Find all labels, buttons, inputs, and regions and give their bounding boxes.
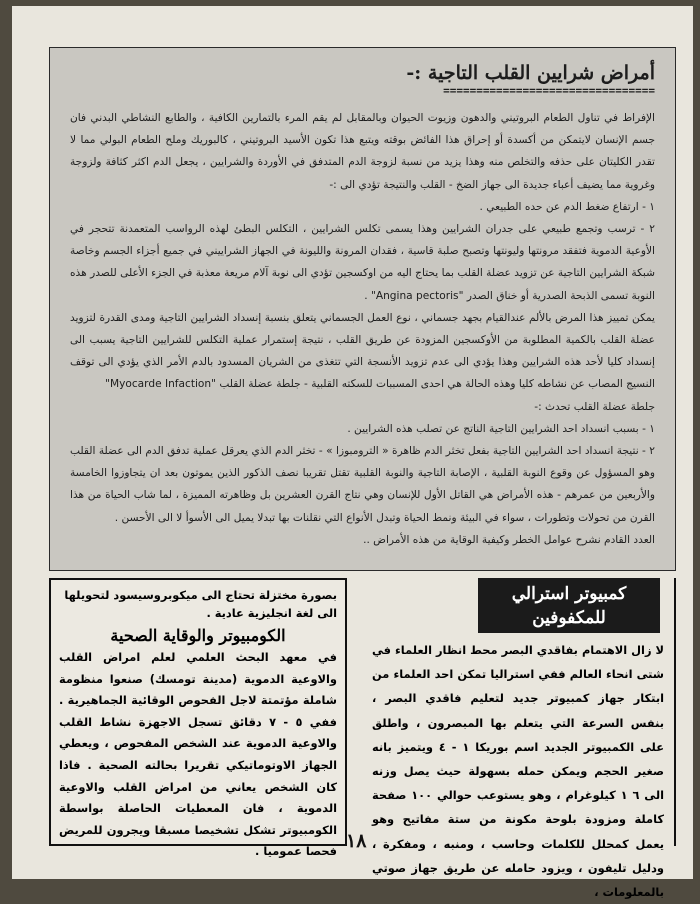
medical-computer-column: [49, 578, 347, 859]
blind-computer-column: [360, 578, 676, 900]
article-paragraph: الإفراط في تناول الطعام البروتيني والدهون وزيوت الحيوان وبالمقابل لم يقم المرء بالتمارين الكافية ، والطابع النشاطي البدني فان جسم الإنسان لايتمكن من أكسدة أو إحراق هذا الفائض بوقته ويتبع هذا تكون الأسيد البروتيني ، كالبوريك وملح الطعام البولي مما لا تقدر الكليتان على حذفه والتخلص منه وهذا يزيد من نسبة لزوجة الدم المتدفق في الأوردة والشرايين ، يجعل الدم اكثر كثافة ولزوجة وغروية مما يضيف أعباء جديدة الى جهاز الضخ - القلب والنتيجة تؤدي الى :-: [70, 112, 655, 191]
column-intro: بصورة مختزلة تحتاج الى ميكوبروسيسود لتحويلها الى لغة انجليزية عادية .: [64, 588, 337, 620]
article-paragraph: ١ - بسبب انسداد احد الشرايين التاجية الناتج عن تصلب هذه الشرايين .: [347, 422, 655, 435]
article-paragraph: العدد القادم نشرح عوامل الخطر وكيفية الوقاية من هذه الأمراض ..: [363, 533, 655, 546]
column-body: لا زال الاهتمام بفاقدي البصر محط انظار العلماء في شتى انحاء العالم ففي استراليا تمكن احد العلماء من ابتكار جهاز كمبيوتر جديد لتعليم فاقدي البصر ، بنفس السرعة التي يتعلم بها المبصرون ، واطلق على الكمبيوتر الجديد اسم بوريكا ١ - ٤ ويتميز بانه صغير الحجم ويمكن حمله بسهولة حيث يصل وزنه الى ٦ ١ كيلوغرام ، وهو يستوعب حوالي ١٠٠ صفحة كاملة ومزودة بلوحة مكونة من ستة مفاتيح وهو يعمل كمحلل للكلمات وحاسب ، ومنبه ، ومفكرة ، ودليل تليفون ، ويزود حامله عن طريق جهاز صوتي بالمعلومات ،: [372, 643, 665, 900]
article-coronary-disease: [49, 47, 676, 571]
column-body: في معهد البحث العلمي لعلم امراض القلب والاوعية الدموية (مدينة تومسك) صنعوا منظومة شاملة مؤتمتة لاجل الفحوص الوقائية الجماهيرية . ففي ٥ - ٧ دقائق تسجل الاجهزة نشاط القلب والاوعية الدموية عند الشخص المفحوص ، ويعطي الجهاز الاوتوماتيكي تقريرا بحالته الصحية . فاذا كان الشخص يعاني من امراض القلب والاوعية الدموية ، فان المعطيات الحاصلة بواسطة الكومبيوتر تشكل تشخيصا مسبقا ويجرون للمريض فحصا عموميا .: [59, 650, 337, 859]
article-paragraph: جلطة عضلة القلب تحدث :-: [534, 400, 655, 413]
article-paragraph: ٢ - ترسب وتجمع طبيعي على جدران الشرايين وهذا يسمى تكلس الشرايين ، التكلس البطئ لهذه الرواسب المتعمدنة تتحجر في الأوعية الدموية فتفقد مرونتها وليونتها وتصبح صلبة قاسية ، فقدان المرونة والليونة في الجهاز الشراييني في جميع أجزاء الجسم وخاصة شبكة الشرايين التاجية عن تزويد عضلة القلب بما يحتاج اليه من اوكسجين تؤدي الى نوبة آلام مريعة معذبة في الجزء الأعلى للصدر هذه النوبة تسمى الذبحة الصدرية أو خناق الصدر "Angina pectoris" .: [70, 223, 655, 302]
column-title-line: كمبيوتر استرالي: [511, 584, 627, 604]
magazine-page: [12, 6, 693, 900]
column-title: الكومبيوتر والوقاية الصحية: [110, 626, 286, 645]
article-title: أمراض شرايين القلب التاجية :-: [406, 62, 655, 84]
page-number: ١٨: [346, 830, 367, 852]
article-paragraph: يمكن تمييز هذا المرض بالألم عندالقيام بجهد جسماني ، نوع العمل الجسماني يتعلق بنسبة إنسداد الشرايين التاجية ومدى القدرة لتزويد عضلة القلب بالكمية المطلوبة من الأوكسجين المزودة عن طريق القلب ، نتيجة إستمرار عملية التكلس للشرايين التاجية يسبب الى إنسداد كليا لأحد هذه الشرايين وهذا يؤدي الى عدم تزويد الأنسجة التي تتغذى من الشريان المسدود بالدم الأمر الذي يؤدي الى توقف النسيج المصاب عن نشاطه كليا وهذه الحالة هي احدى المسببات للسكته القلبية - جلطة عضلة القلب "Myocarde Infaction": [70, 311, 655, 391]
article-paragraph: ٢ - نتيجة انسداد احد الشرايين التاجية بفعل تخثر الدم ظاهرة « الترومبوزا » - تخثر الدم الذي يعرقل عملية تدفق الدم الى عضلة القلب وهو المسؤول عن وقوع النوبة القلبية ، الإصابة التاجية والنوبة القلبية تقتل تقريبا نصف الذكور الذين يموتون بعد ان يتجاوزوا الخامسة والأربعين من عمرهم - هذه الأمراض هي القاتل الأول للإنسان وهي نتاج القرن العشرين بل وظاهرته المميزة ، لما شاب الحياة من هذا القرن من تحولات وتطورات ، سواء في البيئة ونمط الحياة وتبدل الأنواع التي نقلنات بها تبدلا يميل الى الأسوأ لا الى الأحسن .: [70, 445, 655, 524]
article-paragraph: ١ - ارتفاع ضغط الدم عن حده الطبيعي .: [479, 200, 655, 213]
title-underline: ================================: [443, 84, 655, 97]
column-title-box: [478, 578, 660, 633]
column-title-line: للمكفوفين: [532, 608, 606, 628]
